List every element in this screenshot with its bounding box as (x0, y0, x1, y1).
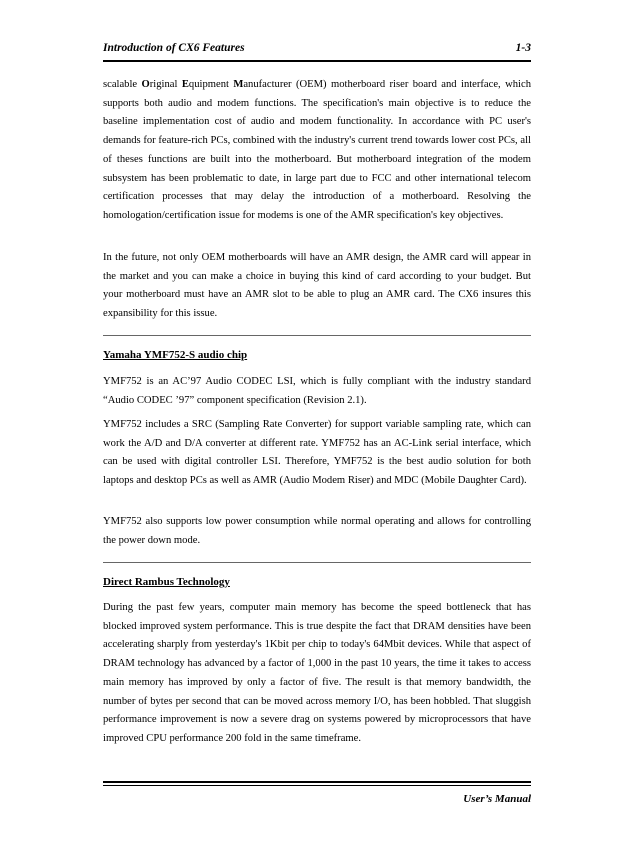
yamaha-section-title: Yamaha YMF752-S audio chip (103, 349, 248, 361)
yamaha-paragraph-2: YMF752 includes a SRC (Sampling Rate Converter) for support variable sampling rate, which can work the A/D and D/A converter at different rate. YMF752 has an AC-Link serial interface, which can be used with digital controller LSI. Therefore, YMF752 is the best audio solution for both laptops and desktop PCs as well as AMR (Audio Modem Riser) and MDC (Mobile Daughter Card). (103, 419, 531, 487)
header-rule (103, 60, 531, 62)
header-title: Introduction of CX6 Features (103, 42, 245, 54)
rambus-section-title: Direct Rambus Technology (103, 576, 230, 588)
yamaha-paragraph-3: YMF752 also supports low power consumption while normal operating and allows for controlling the power down mode. (103, 516, 531, 546)
section-divider (103, 335, 531, 336)
rambus-paragraph: During the past few years, computer main memory has become the speed bottleneck that has blocked improved system performance. This is true despite the fact that DRAM densities have been accelerating sharply from yesterday's 1Kbit per chip to today's 64Mbit devices. While that aspect of DRAM technology has advanced by a factor of 1,000 in the past 10 years, the time it takes to access main memory has improved by only a factor of five. The result is that memory bandwidth, the number of bytes per second that can be moved across memory I/O, has been hobbled. That sluggish performance improvement is now a severe drag on systems powered by microprocessors that have improved CPU performance 200 fold in the same timeframe. (103, 602, 531, 744)
future-paragraph: In the future, not only OEM motherboards will have an AMR design, the AMR card will appear in the market and you can make a choice in buying this kind of card according to your budget. But your motherboard must have an AMR slot to be able to plug an AMR card. The CX6 insures this expansibility for this issue. (103, 252, 531, 320)
yamaha-paragraph-1: YMF752 is an AC’97 Audio CODEC LSI, which is fully compliant with the industry standard “Audio CODEC ’97” component specification (Revision 2.1). (103, 376, 531, 406)
section-divider (103, 562, 531, 563)
intro-paragraph: scalable Original Equipment Manufacturer (OEM) motherboard riser board and interface, which supports both audio and modem functions. The specification's main objective is to reduce the baseline implementation cost of audio and modem functionality. In accordance with PC user's demands for feature-rich PCs, combined with the industry's current trend towards lower cost PCs, all of theses functions are built into the motherboard. But motherboard integration of the modem subsystem has been problematic to date, in large part due to FCC and other international telecom certification processes that may delay the introduction of a motherboard. Resolving the homologation/certification issue for modems is one of the AMR specification's key objectives. (103, 79, 531, 221)
footer-rule (103, 781, 531, 783)
page-number: 1-3 (515, 42, 531, 54)
footer-rule-thin (103, 785, 531, 786)
footer-label: User’s Manual (463, 793, 531, 805)
page-header (103, 42, 531, 60)
